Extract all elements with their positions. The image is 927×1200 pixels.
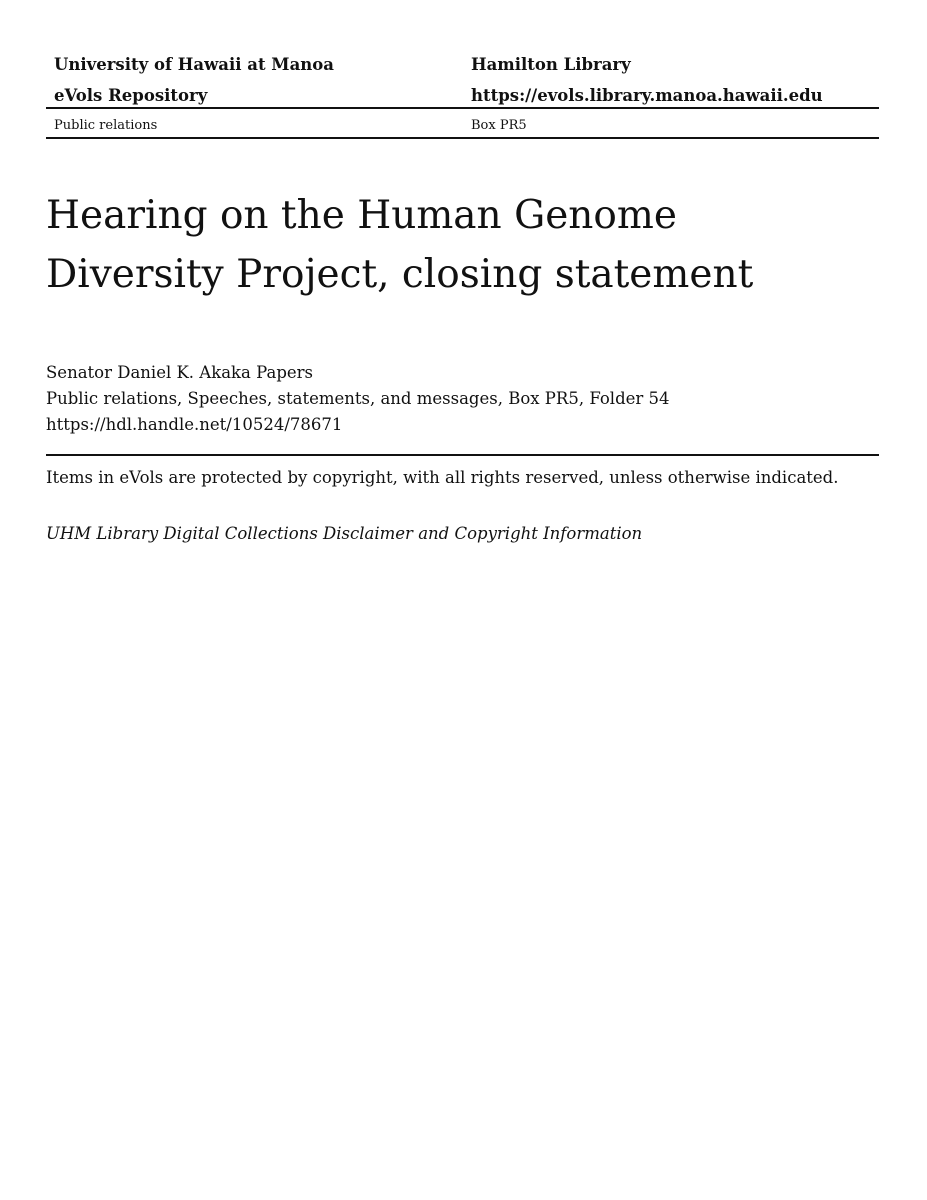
copyright-notice: Items in eVols are protected by copyright, with all rights reserved, unless otherwise indicated.: [46, 468, 839, 487]
box-label: Box PR5: [471, 118, 527, 133]
title-line-2: Diversity Project, closing statement: [46, 252, 754, 297]
handle-link[interactable]: https://hdl.handle.net/10524/78671: [46, 415, 343, 434]
collection-name: Senator Daniel K. Akaka Papers: [46, 363, 314, 382]
document-title: [46, 186, 879, 304]
document-metadata: [46, 360, 670, 438]
metadata-divider: [46, 454, 879, 456]
header-divider-top: [46, 107, 879, 109]
institution-name: University of Hawaii at Manoa: [54, 55, 334, 74]
header-divider-bottom: [46, 137, 879, 139]
repository-name: eVols Repository: [54, 86, 208, 105]
series-label: Public relations: [54, 118, 158, 133]
series-path: Public relations, Speeches, statements, and messages, Box PR5, Folder 54: [46, 389, 670, 408]
title-line-1: Hearing on the Human Genome: [46, 193, 677, 238]
library-name: Hamilton Library: [471, 55, 631, 74]
disclaimer-link[interactable]: UHM Library Digital Collections Disclaimer and Copyright Information: [46, 524, 643, 543]
repository-url-link[interactable]: https://evols.library.manoa.hawaii.edu: [471, 86, 823, 105]
